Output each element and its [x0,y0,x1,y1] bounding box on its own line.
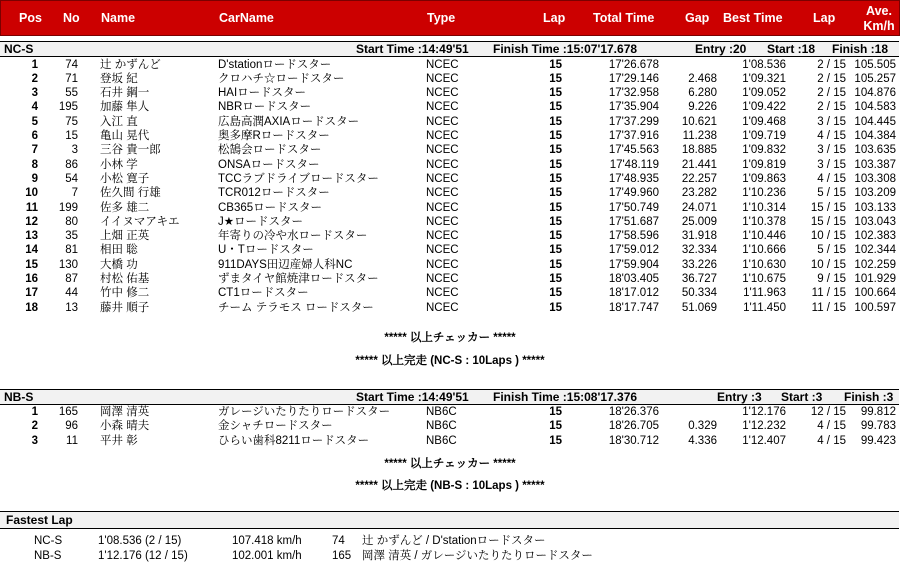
pos-cell: 3 [31,87,38,100]
laps-cell: 15 [549,287,562,300]
nbs-complete-note: ***** 以上完走 (NB-S : 10Laps ) ***** [355,480,545,492]
gap-cell: 2.468 [688,72,717,85]
car-type-cell: NCEC [426,301,459,314]
table-row [0,406,900,420]
car-number-cell: 44 [65,287,78,300]
car-number-cell: 165 [58,405,78,418]
pos-cell: 18 [25,301,38,314]
best-lap-cell: 10 / 15 [810,258,846,271]
table-row [0,202,900,216]
fastest-lap-row [0,550,900,563]
car-type-cell: NCEC [426,244,459,257]
total-time-cell: 17'35.904 [608,101,659,114]
car-number-cell: 54 [65,172,78,185]
table-row [0,216,900,230]
car-name-cell: HAIロードスター [218,87,307,100]
best-lap-cell: 10 / 15 [810,230,846,243]
average-speed-cell: 104.876 [854,87,896,100]
pos-cell: 6 [31,130,38,142]
gap-cell: 18.885 [681,144,717,157]
car-name-cell: ひらい歯科8211ロードスター [218,434,370,447]
header-name: Name [101,11,136,25]
header-average-speed [861,4,897,34]
fastest-class-cell: NB-S [34,549,62,562]
fastest-driver-car-cell: 岡澤 清英 / ガレージいたりたりロードスター [362,549,593,562]
average-speed-cell: 103.308 [854,172,896,185]
finish-count: Finish :3 [844,390,894,404]
gap-cell: 21.441 [681,158,717,171]
car-name-cell: CB365ロードスター [218,201,323,214]
total-time-cell: 17'37.916 [608,130,659,142]
best-lap-cell: 15 / 15 [810,215,846,228]
gap-cell: 0.329 [688,420,717,432]
pos-cell: 1 [31,405,38,418]
laps-cell: 15 [549,258,562,271]
gap-cell: 25.009 [681,215,717,228]
car-name-cell: クロハチ☆ロードスター [218,72,345,85]
driver-name-cell: 相田 聡 [100,244,138,257]
pos-cell: 8 [31,158,38,171]
laps-cell: 15 [549,244,562,257]
table-row [0,59,900,73]
car-type-cell: NB6C [426,434,457,447]
best-time-cell: 1'10.675 [742,273,786,285]
car-type-cell: NCEC [426,273,459,285]
average-speed-cell: 103.209 [854,187,896,200]
car-name-cell: チーム テラモス ロードスター [218,301,374,314]
gap-cell: 31.918 [681,230,717,243]
average-speed-cell: 103.635 [854,144,896,157]
gap-cell: 32.334 [681,244,717,257]
average-speed-cell: 103.133 [854,201,896,214]
best-time-cell: 1'12.176 [742,405,786,418]
laps-cell: 15 [549,273,562,285]
total-time-cell: 17'59.012 [608,244,659,257]
total-time-cell: 17'51.687 [608,215,659,228]
car-type-cell: NCEC [426,187,459,200]
best-time-cell: 1'08.536 [742,58,786,71]
pos-cell: 13 [25,230,38,243]
gap-cell: 4.336 [688,434,717,447]
driver-name-cell: 三谷 貴一郎 [100,144,161,157]
pos-cell: 17 [25,287,38,300]
best-time-cell: 1'10.666 [742,244,786,257]
total-time-cell: 17'58.596 [608,230,659,243]
total-time-cell: 17'32.958 [608,87,659,100]
best-lap-cell: 4 / 15 [817,172,846,185]
car-number-cell: 7 [71,187,78,200]
header-best-time: Best Time [723,11,783,25]
laps-cell: 15 [549,130,562,142]
car-name-cell: ずまタイヤ館焼津ロードスター [218,273,379,285]
average-speed-cell: 104.384 [854,130,896,142]
best-time-cell: 1'09.422 [742,101,786,114]
driver-name-cell: 竹中 修二 [100,287,150,300]
car-type-cell: NCEC [426,87,459,100]
pos-cell: 12 [25,215,38,228]
car-name-cell: ガレージいたりたりロードスター [218,405,391,418]
average-speed-cell: 104.583 [854,101,896,114]
laps-cell: 15 [549,434,562,447]
pos-cell: 5 [31,115,38,128]
class-bar-ncs [0,41,899,57]
laps-cell: 15 [549,301,562,314]
best-time-cell: 1'11.450 [743,301,786,314]
class-name: NB-S [4,390,34,404]
header-total-time: Total Time [593,11,655,25]
gap-cell: 24.071 [681,201,717,214]
ncs-complete-note: ***** 以上完走 (NC-S : 10Laps ) ***** [355,355,545,367]
pos-cell: 2 [31,72,38,85]
total-time-cell: 17'50.749 [608,201,659,214]
table-row [0,302,900,316]
driver-name-cell: 村松 佑基 [100,273,150,285]
table-row [0,230,900,244]
best-lap-cell: 3 / 15 [817,158,846,171]
best-lap-cell: 3 / 15 [817,144,846,157]
pos-cell: 9 [31,172,38,185]
car-name-cell: D'stationロードスター [218,58,332,71]
table-row [0,73,900,87]
driver-name-cell: 佐久間 行雄 [100,187,161,200]
car-number-cell: 80 [65,215,78,228]
class-bar-nbs [0,389,899,405]
driver-name-cell: 小森 晴夫 [100,420,150,432]
start-count: Start :3 [781,390,823,404]
best-time-cell: 1'12.232 [742,420,786,432]
pos-cell: 4 [31,101,38,114]
laps-cell: 15 [549,87,562,100]
class-name: NC-S [4,42,34,56]
pos-cell: 11 [25,201,38,214]
best-lap-cell: 9 / 15 [817,273,846,285]
car-type-cell: NCEC [426,201,459,214]
car-type-cell: NCEC [426,101,459,114]
gap-cell: 36.727 [681,273,717,285]
pos-cell: 2 [31,420,38,432]
pos-cell: 15 [25,258,38,271]
driver-name-cell: 上畑 正英 [100,230,150,243]
finish-time: Finish Time :15:07'17.678 [493,42,638,56]
best-time-cell: 1'09.863 [742,172,786,185]
driver-name-cell: 藤井 順子 [100,301,150,314]
total-time-cell: 17'37.299 [608,115,659,128]
car-number-cell: 81 [65,244,78,257]
pos-cell: 16 [25,273,38,285]
best-lap-cell: 11 / 15 [811,287,846,300]
best-time-cell: 1'10.630 [742,258,786,271]
pos-cell: 1 [31,58,38,71]
car-type-cell: NCEC [426,115,459,128]
total-time-cell: 18'26.376 [608,405,659,418]
average-speed-cell: 99.812 [860,405,896,418]
table-row [0,87,900,101]
average-speed-cell: 104.445 [854,115,896,128]
best-lap-cell: 3 / 15 [817,115,846,128]
best-time-cell: 1'09.321 [742,72,786,85]
table-row [0,273,900,287]
best-lap-cell: 11 / 15 [811,301,846,314]
entry-count: Entry :3 [717,390,762,404]
car-number-cell: 96 [65,420,78,432]
best-lap-cell: 2 / 15 [817,72,846,85]
car-type-cell: NCEC [426,158,459,171]
average-speed-cell: 102.259 [854,258,896,271]
car-name-cell: TCR012ロードスター [218,187,330,200]
laps-cell: 15 [549,172,562,185]
car-name-cell: 金シャチロードスター [218,420,333,432]
header-type: Type [427,11,456,25]
car-number-cell: 199 [58,201,78,214]
laps-cell: 15 [549,101,562,114]
laps-cell: 15 [549,58,562,71]
car-type-cell: NCEC [426,215,459,228]
average-speed-cell: 102.344 [854,244,896,257]
table-row [0,101,900,115]
gap-cell: 50.334 [681,287,717,300]
average-speed-cell: 100.597 [854,301,896,314]
car-name-cell: NBRロードスター [218,101,312,114]
car-name-cell: 年寄りの冷や水ロードスター [218,230,368,243]
header-ave-line1: Ave. [866,4,892,18]
table-row [0,259,900,273]
best-time-cell: 1'09.819 [742,158,786,171]
header-ave-line2: Km/h [863,19,895,33]
gap-cell: 22.257 [681,172,717,185]
header-best-lap: Lap [813,11,836,25]
table-row [0,116,900,130]
car-name-cell: U・Tロードスター [218,244,314,257]
car-type-cell: NCEC [426,230,459,243]
average-speed-cell: 101.929 [854,273,896,285]
average-speed-cell: 99.423 [860,434,896,447]
best-time-cell: 1'10.446 [742,230,786,243]
fastest-speed-cell: 102.001 km/h [232,549,302,562]
average-speed-cell: 105.257 [854,72,896,85]
table-row [0,244,900,258]
best-lap-cell: 4 / 15 [817,130,846,142]
laps-cell: 15 [549,115,562,128]
car-type-cell: NB6C [426,405,457,418]
entry-count: Entry :20 [695,42,747,56]
driver-name-cell: 小松 寛子 [100,172,150,185]
driver-name-cell: 小林 学 [100,158,138,171]
car-type-cell: NCEC [426,144,459,157]
table-row [0,173,900,187]
pos-cell: 14 [25,244,38,257]
start-time: Start Time :14:49'51 [356,390,469,404]
gap-cell: 11.238 [682,130,717,142]
table-row [0,435,900,449]
fastest-car-number-cell: 165 [332,549,352,562]
car-type-cell: NCEC [426,130,459,142]
finish-count: Finish :18 [832,42,889,56]
laps-cell: 15 [549,144,562,157]
car-name-cell: J★ロードスター [218,215,303,228]
car-number-cell: 87 [65,273,78,285]
driver-name-cell: 佐多 雄二 [100,201,150,214]
car-name-cell: 奥多摩Rロードスター [218,130,330,142]
best-lap-cell: 2 / 15 [817,101,846,114]
car-name-cell: 911DAYS田辺産婦人科NC [218,258,353,271]
gap-cell: 9.226 [688,101,717,114]
best-time-cell: 1'09.832 [742,144,786,157]
pos-cell: 7 [31,144,38,157]
laps-cell: 15 [549,72,562,85]
nbs-checker-note: ***** 以上チェッカー ***** [384,458,516,470]
start-time: Start Time :14:49'51 [356,42,469,56]
best-time-cell: 1'11.963 [743,287,786,300]
car-number-cell: 15 [65,130,78,142]
laps-cell: 15 [549,405,562,418]
table-row [0,420,900,434]
car-name-cell: 広島高潤AXIAロードスター [218,115,360,128]
gap-cell: 10.621 [681,115,717,128]
total-time-cell: 18'17.012 [608,287,659,300]
gap-cell: 6.280 [688,87,717,100]
table-row [0,187,900,201]
best-lap-cell: 2 / 15 [817,87,846,100]
table-row [0,159,900,173]
start-count: Start :18 [767,42,816,56]
pos-cell: 10 [25,187,38,200]
driver-name-cell: 平井 彰 [100,434,138,447]
best-lap-cell: 4 / 15 [817,434,846,447]
header-lap: Lap [543,11,566,25]
average-speed-cell: 99.783 [860,420,896,432]
total-time-cell: 17'59.904 [608,258,659,271]
average-speed-cell: 105.505 [854,58,896,71]
driver-name-cell: 登坂 紀 [100,72,138,85]
header-no: No [63,11,80,25]
laps-cell: 15 [549,187,562,200]
fastest-lap-bar [0,511,899,529]
laps-cell: 15 [549,230,562,243]
table-row [0,130,900,144]
finish-time: Finish Time :15:08'17.376 [493,390,638,404]
header-pos: Pos [19,11,42,25]
driver-name-cell: 石井 鋼一 [100,87,150,100]
fastest-lap-title: Fastest Lap [6,513,73,527]
laps-cell: 15 [549,201,562,214]
car-type-cell: NCEC [426,258,459,271]
gap-cell: 51.069 [681,301,717,314]
driver-name-cell: 辻 かずんど [100,58,161,71]
best-time-cell: 1'09.719 [742,130,786,142]
best-lap-cell: 12 / 15 [810,405,846,418]
table-row [0,287,900,301]
laps-cell: 15 [549,215,562,228]
best-lap-cell: 15 / 15 [810,201,846,214]
driver-name-cell: 岡澤 清英 [100,405,150,418]
driver-name-cell: 入江 直 [100,115,138,128]
fastest-car-number-cell: 74 [332,535,345,547]
car-number-cell: 130 [58,258,78,271]
average-speed-cell: 102.383 [854,230,896,243]
gap-cell: 23.282 [681,187,717,200]
best-time-cell: 1'10.314 [742,201,786,214]
pos-cell: 3 [31,434,38,447]
fastest-lap-time-cell: 1'08.536 (2 / 15) [98,535,182,547]
car-number-cell: 11 [66,434,78,447]
average-speed-cell: 103.387 [854,158,896,171]
fastest-class-cell: NC-S [34,535,63,547]
best-time-cell: 1'10.236 [742,187,786,200]
total-time-cell: 17'26.678 [608,58,659,71]
total-time-cell: 17'29.146 [608,72,659,85]
fastest-lap-row [0,535,900,549]
best-lap-cell: 4 / 15 [817,420,846,432]
best-lap-cell: 2 / 15 [817,58,846,71]
total-time-cell: 18'03.405 [608,273,659,285]
laps-cell: 15 [549,420,562,432]
car-type-cell: NCEC [426,172,459,185]
total-time-cell: 18'30.712 [608,434,659,447]
table-row [0,144,900,158]
best-lap-cell: 5 / 15 [817,244,846,257]
car-number-cell: 35 [65,230,78,243]
best-time-cell: 1'12.407 [742,434,786,447]
best-lap-cell: 5 / 15 [817,187,846,200]
car-number-cell: 75 [65,115,78,128]
header-carname: CarName [219,11,274,25]
fastest-driver-car-cell: 辻 かずんど / D'stationロードスター [362,535,546,547]
average-speed-cell: 100.664 [854,287,896,300]
laps-cell: 15 [549,158,562,171]
total-time-cell: 17'48.935 [608,172,659,185]
car-number-cell: 71 [65,72,78,85]
car-number-cell: 3 [71,144,78,157]
car-name-cell: TCCラブドライブロードスター [218,172,379,185]
average-speed-cell: 103.043 [854,215,896,228]
car-type-cell: NB6C [426,420,457,432]
car-type-cell: NCEC [426,58,459,71]
car-name-cell: 松鵠会ロードスター [218,144,322,157]
driver-name-cell: 加藤 隼人 [100,101,150,114]
header-gap: Gap [685,11,710,25]
driver-name-cell: イイヌマアキエ [100,215,180,228]
best-time-cell: 1'10.378 [742,215,786,228]
best-time-cell: 1'09.052 [742,87,786,100]
car-number-cell: 195 [58,101,78,114]
fastest-lap-time-cell: 1'12.176 (12 / 15) [98,549,188,562]
total-time-cell: 18'17.747 [608,301,659,314]
fastest-speed-cell: 107.418 km/h [232,535,302,547]
ncs-checker-note: ***** 以上チェッカー ***** [384,332,516,344]
driver-name-cell: 大橋 功 [100,258,138,271]
car-number-cell: 74 [65,58,78,71]
car-name-cell: ONSAロードスター [218,158,320,171]
total-time-cell: 18'26.705 [608,420,659,432]
car-type-cell: NCEC [426,72,459,85]
total-time-cell: 17'48.119 [609,158,659,171]
total-time-cell: 17'45.563 [608,144,659,157]
car-name-cell: CT1ロードスター [218,287,309,300]
results-header [0,0,900,36]
total-time-cell: 17'49.960 [608,187,659,200]
car-number-cell: 13 [65,301,78,314]
car-number-cell: 55 [65,87,78,100]
gap-cell: 33.226 [681,258,717,271]
car-type-cell: NCEC [426,287,459,300]
best-time-cell: 1'09.468 [742,115,786,128]
driver-name-cell: 亀山 晃代 [100,130,150,142]
car-number-cell: 86 [65,158,78,171]
